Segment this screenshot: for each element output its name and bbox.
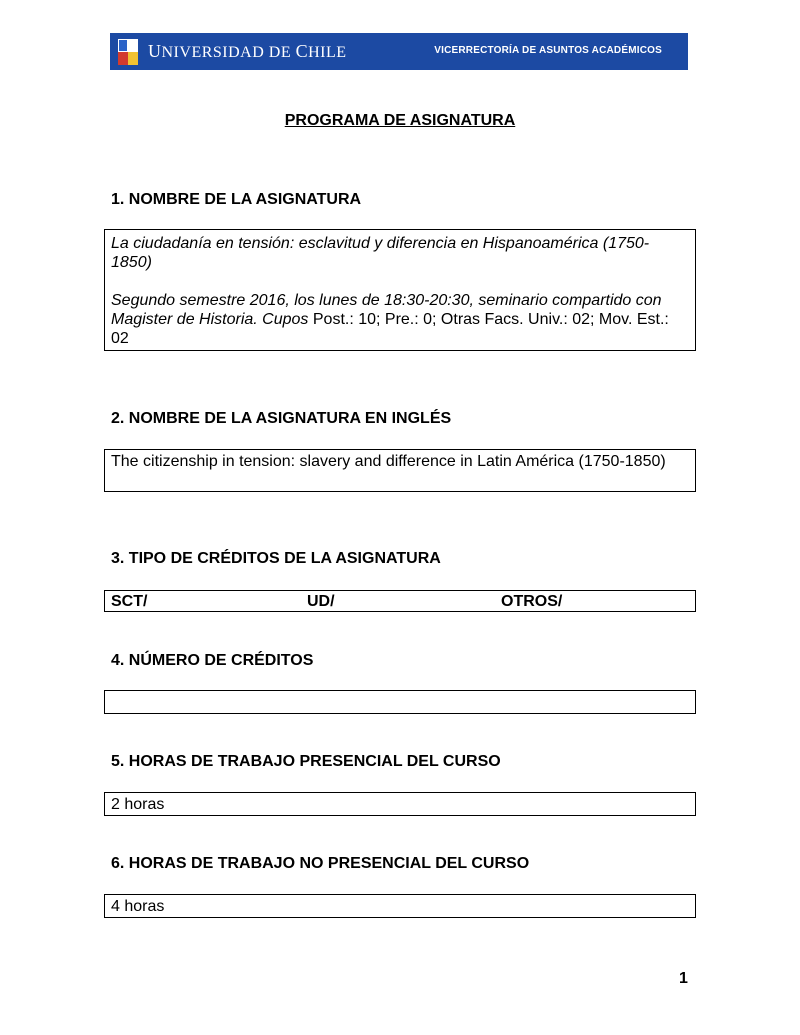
course-schedule-details: Segundo semestre 2016, los lunes de 18:30-20:30, seminario compartido con Magister de Historia. Cupos Post.: 10; Pre.: 0; Otras Facs. Univ.: 02; Mov. Est.: 02 — [111, 292, 669, 347]
section-4-box — [104, 690, 696, 714]
course-name-spanish: La ciudadanía en tensión: esclavitud y diferencia en Hispanoamérica (1750-1850) — [111, 235, 650, 271]
non-presential-hours-value: 4 horas — [111, 898, 165, 915]
credit-type-sct: SCT/ — [111, 593, 148, 610]
credit-type-otros: OTROS/ — [501, 593, 563, 610]
presential-hours-value: 2 horas — [111, 796, 165, 813]
section-6-heading: 6. HORAS DE TRABAJO NO PRESENCIAL DEL CURSO — [111, 855, 530, 872]
section-1-box — [104, 229, 696, 351]
section-1-heading: 1. NOMBRE DE LA ASIGNATURA — [111, 191, 362, 208]
header-banner — [110, 33, 688, 70]
document-title: PROGRAMA DE ASIGNATURA — [284, 112, 516, 129]
university-logo-text: UNIVERSIDAD DE CHILE — [148, 41, 347, 61]
section-2-heading: 2. NOMBRE DE LA ASIGNATURA EN INGLÉS — [111, 410, 452, 427]
vicerrectoria-label: VICERRECTORÍA DE ASUNTOS ACADÉMICOS — [434, 45, 662, 56]
section-3-heading: 3. TIPO DE CRÉDITOS DE LA ASIGNATURA — [111, 550, 441, 567]
credit-type-ud: UD/ — [307, 593, 335, 610]
credit-types-row — [111, 592, 689, 611]
course-name-english: The citizenship in tension: slavery and difference in Latin América (1750-1850) — [111, 453, 666, 470]
section-5-box — [104, 792, 696, 816]
university-crest-icon — [118, 39, 138, 65]
section-5-heading: 5. HORAS DE TRABAJO PRESENCIAL DEL CURSO — [111, 753, 501, 770]
section-4-heading: 4. NÚMERO DE CRÉDITOS — [111, 652, 314, 669]
section-6-box — [104, 894, 696, 918]
section-2-box — [104, 449, 696, 492]
section-3-box — [104, 590, 696, 612]
page-number: 1 — [679, 970, 688, 987]
